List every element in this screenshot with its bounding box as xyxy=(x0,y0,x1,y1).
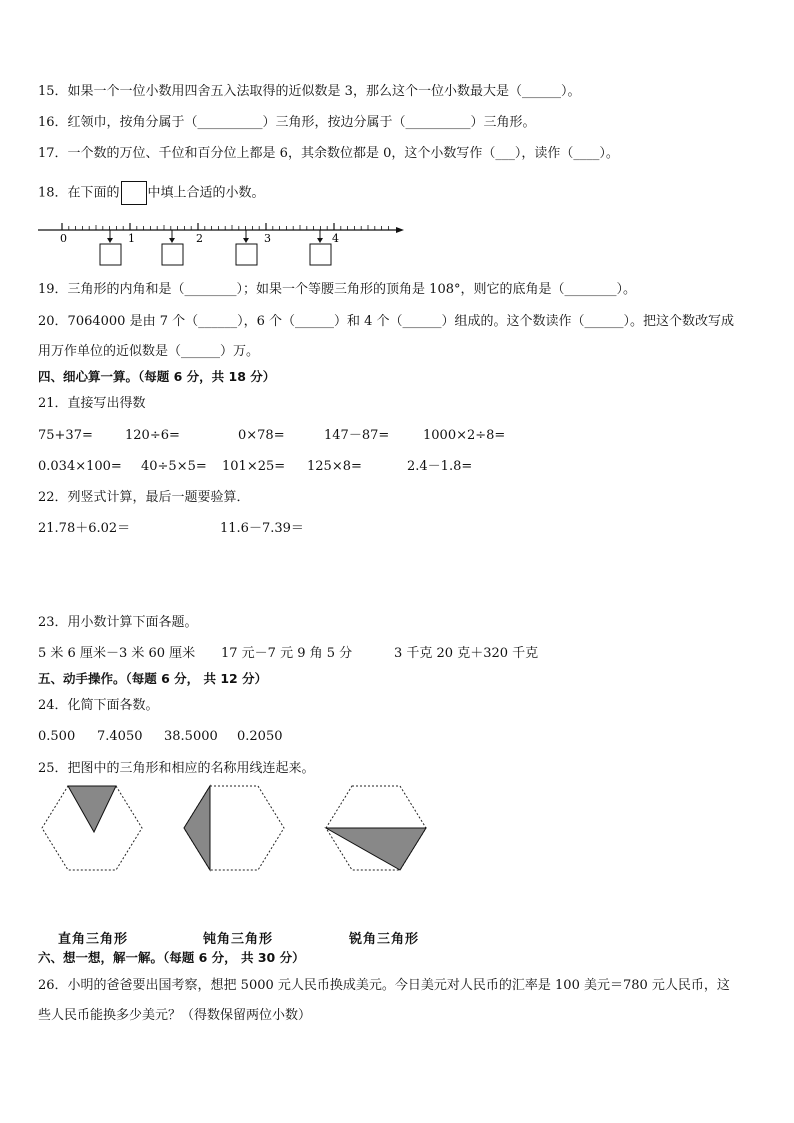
hexagon-figure-3 xyxy=(326,786,426,870)
shaded-triangle xyxy=(68,786,116,832)
calc-item: 120÷6= xyxy=(125,428,180,443)
shaded-triangle xyxy=(184,786,210,870)
answer-box xyxy=(310,244,331,265)
q21-row-2 xyxy=(38,458,758,476)
pointer-1 xyxy=(100,230,121,265)
calc-item: 147－87= xyxy=(324,428,390,443)
pointer-2 xyxy=(162,230,183,265)
question-18-prefix: 18．在下面的 xyxy=(38,185,120,201)
calc-item: 75+37= xyxy=(38,428,93,443)
section-6-heading: 六、想一想，解一解。（每题 6 分， 共 30 分） xyxy=(38,950,305,965)
answer-box xyxy=(162,244,183,265)
pointer-4 xyxy=(310,230,331,265)
answer-box xyxy=(100,244,121,265)
calc-item: 0.034×100= xyxy=(38,459,122,474)
number-line-label-4: 4 xyxy=(332,232,339,245)
triangle-figures xyxy=(30,780,450,880)
number-line-label-1: 1 xyxy=(128,232,135,245)
hexagon-figure-1 xyxy=(42,786,142,870)
question-17: 17．一个数的万位、千位和百分位上都是 6，其余数位都是 0，这个小数写作（___），读作（____）。 xyxy=(38,146,619,161)
question-15: 15．如果一个一位小数用四舍五入法取得的近似数是 3，那么这个一位小数最大是（______）。 xyxy=(38,84,581,99)
number-item: 0.2050 xyxy=(237,729,283,744)
answer-box xyxy=(121,181,147,205)
q23-row xyxy=(38,645,758,663)
label-acute-triangle: 锐角三角形 xyxy=(349,932,420,947)
number-line-ticks xyxy=(62,223,388,230)
calc-item: 11.6－7.39＝ xyxy=(220,521,304,536)
question-24: 24．化简下面各数。 xyxy=(38,698,159,713)
number-line xyxy=(30,212,410,268)
calc-item: 101×25= xyxy=(222,459,286,474)
calc-item: 40÷5×5= xyxy=(141,459,207,474)
label-obtuse-triangle: 钝角三角形 xyxy=(203,932,274,947)
number-line-label-2: 2 xyxy=(196,232,203,245)
hexagon-figure-2 xyxy=(184,786,284,870)
section-5-heading: 五、动手操作。（每题 6 分， 共 12 分） xyxy=(38,671,268,686)
number-item: 0.500 xyxy=(38,729,76,744)
question-22: 22．列竖式计算，最后一题要验算． xyxy=(38,490,250,505)
question-20-line-2: 用万作单位的近似数是（______）万。 xyxy=(38,344,260,359)
number-item: 38.5000 xyxy=(164,729,218,744)
calc-item: 1000×2÷8= xyxy=(423,428,506,443)
pointer-3 xyxy=(236,230,257,265)
label-right-triangle: 直角三角形 xyxy=(58,932,129,947)
number-item: 7.4050 xyxy=(97,729,143,744)
question-21: 21．直接写出得数 xyxy=(38,396,146,411)
question-18 xyxy=(38,181,265,205)
calc-item: 5 米 6 厘米－3 米 60 厘米 xyxy=(38,646,196,661)
calc-item: 0×78= xyxy=(238,428,285,443)
number-line-label-0: 0 xyxy=(60,232,67,245)
question-23: 23．用小数计算下面各题。 xyxy=(38,615,198,630)
calc-item: 125×8= xyxy=(307,459,362,474)
q22-row xyxy=(38,520,758,538)
number-line-label-3: 3 xyxy=(264,232,271,245)
question-26-line-2: 些人民币能换多少美元？（得数保留两位小数） xyxy=(38,1008,312,1023)
q21-row-1 xyxy=(38,427,758,445)
answer-box xyxy=(236,244,257,265)
question-26-line-1: 26．小明的爸爸要出国考察，想把 5000 元人民币换成美元。今日美元对人民币的汇率是 100 美元＝780 元人民币，这 xyxy=(38,978,730,993)
question-25: 25．把图中的三角形和相应的名称用线连起来。 xyxy=(38,761,315,776)
question-20-line-1: 20．7064000 是由 7 个（______），6 个（______）和 4 个（______）组成的。这个数读作（______）。把这个数改写成 xyxy=(38,314,735,329)
calc-item: 3 千克 20 克＋320 千克 xyxy=(394,646,539,661)
question-19: 19．三角形的内角和是（________）；如果一个等腰三角形的顶角是 108°，则它的底角是（________）。 xyxy=(38,282,636,297)
number-line-arrow xyxy=(396,227,404,233)
calc-item: 21.78＋6.02＝ xyxy=(38,521,131,536)
calc-item: 17 元－7 元 9 角 5 分 xyxy=(221,646,353,661)
shaded-triangle xyxy=(326,828,426,870)
question-16: 16．红领巾，按角分属于（__________）三角形，按边分属于（__________）三角形。 xyxy=(38,115,536,130)
calc-item: 2.4－1.8= xyxy=(407,459,473,474)
section-4-heading: 四、细心算一算。（每题 6 分，共 18 分） xyxy=(38,369,276,384)
q24-row xyxy=(38,728,758,746)
question-18-suffix: 中填上合适的小数。 xyxy=(147,185,265,201)
